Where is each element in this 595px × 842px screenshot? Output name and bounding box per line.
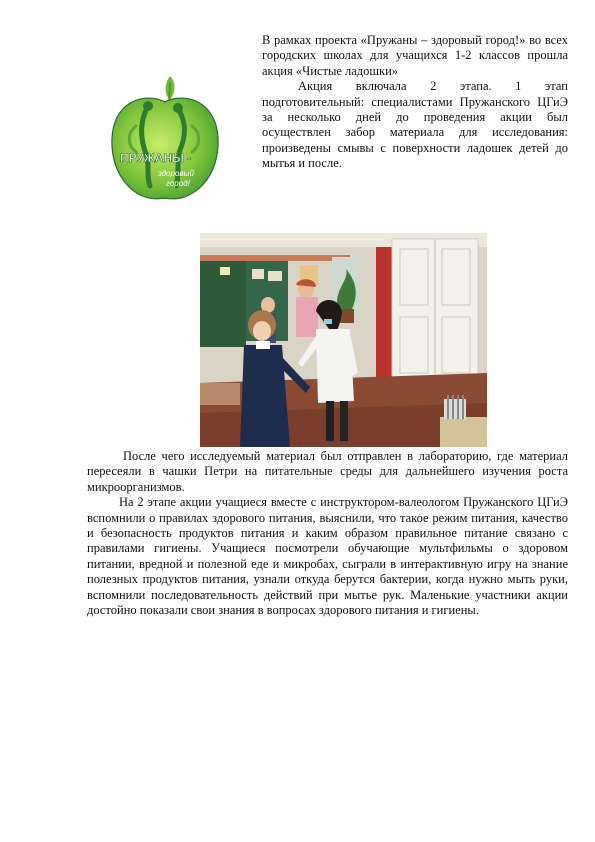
intro-paragraph-2: Акция включала 2 этапа. 1 этап подготовительный: специалистами Пружанского ЦГиЭ за несколько дней до проведения акции был осуществлен забор материала для исследования: произведены смывы с поверхности ладошек детей до мытья и после. [262,79,568,171]
intro-paragraph-1: В рамках проекта «Пружаны – здоровый город!» во всех городских школах для учащихся 1-2 классов прошла акция «Чистые ладошки» [262,33,568,78]
logo-wordmark: ПРУЖАНЫ - [120,151,192,165]
body-paragraph-2: На 2 этапе акции учащиеся вместе с инструктором-валеологом Пружанского ЦГиЭ вспомнили о правилах здорового питания, выяснили, что такое режим питания, качество и безопасность продуктов питания и каким образом правильное питание связано с правилами гигиены. Учащиеся посмотрели обучающие мультфильмы о здоровом питании, вредной и полезной еде и микробах, сыграли в интерактивную игру на знание полезных продуктов питания, узнали откуда берутся бактерии, когда нужно мыть руки, вспомнили последовательность действий при мытье рук. Маленькие участники акции достойно показали свои знания в вопросах здорового питания и гигиены. [87,495,568,618]
logo-tagline-1: здоровый [158,169,194,178]
logo-tagline-2: город! [166,179,190,188]
classroom-photo [200,233,487,447]
pruzhany-logo [106,72,224,208]
body-paragraph-1: После чего исследуемый материал был отправлен в лабораторию, где материал пересеяли в чашки Петри на питательные среды для дальнейшего изучения роста микроорганизмов. [87,449,568,494]
body-text-block [87,449,568,618]
intro-text-block [262,33,568,172]
